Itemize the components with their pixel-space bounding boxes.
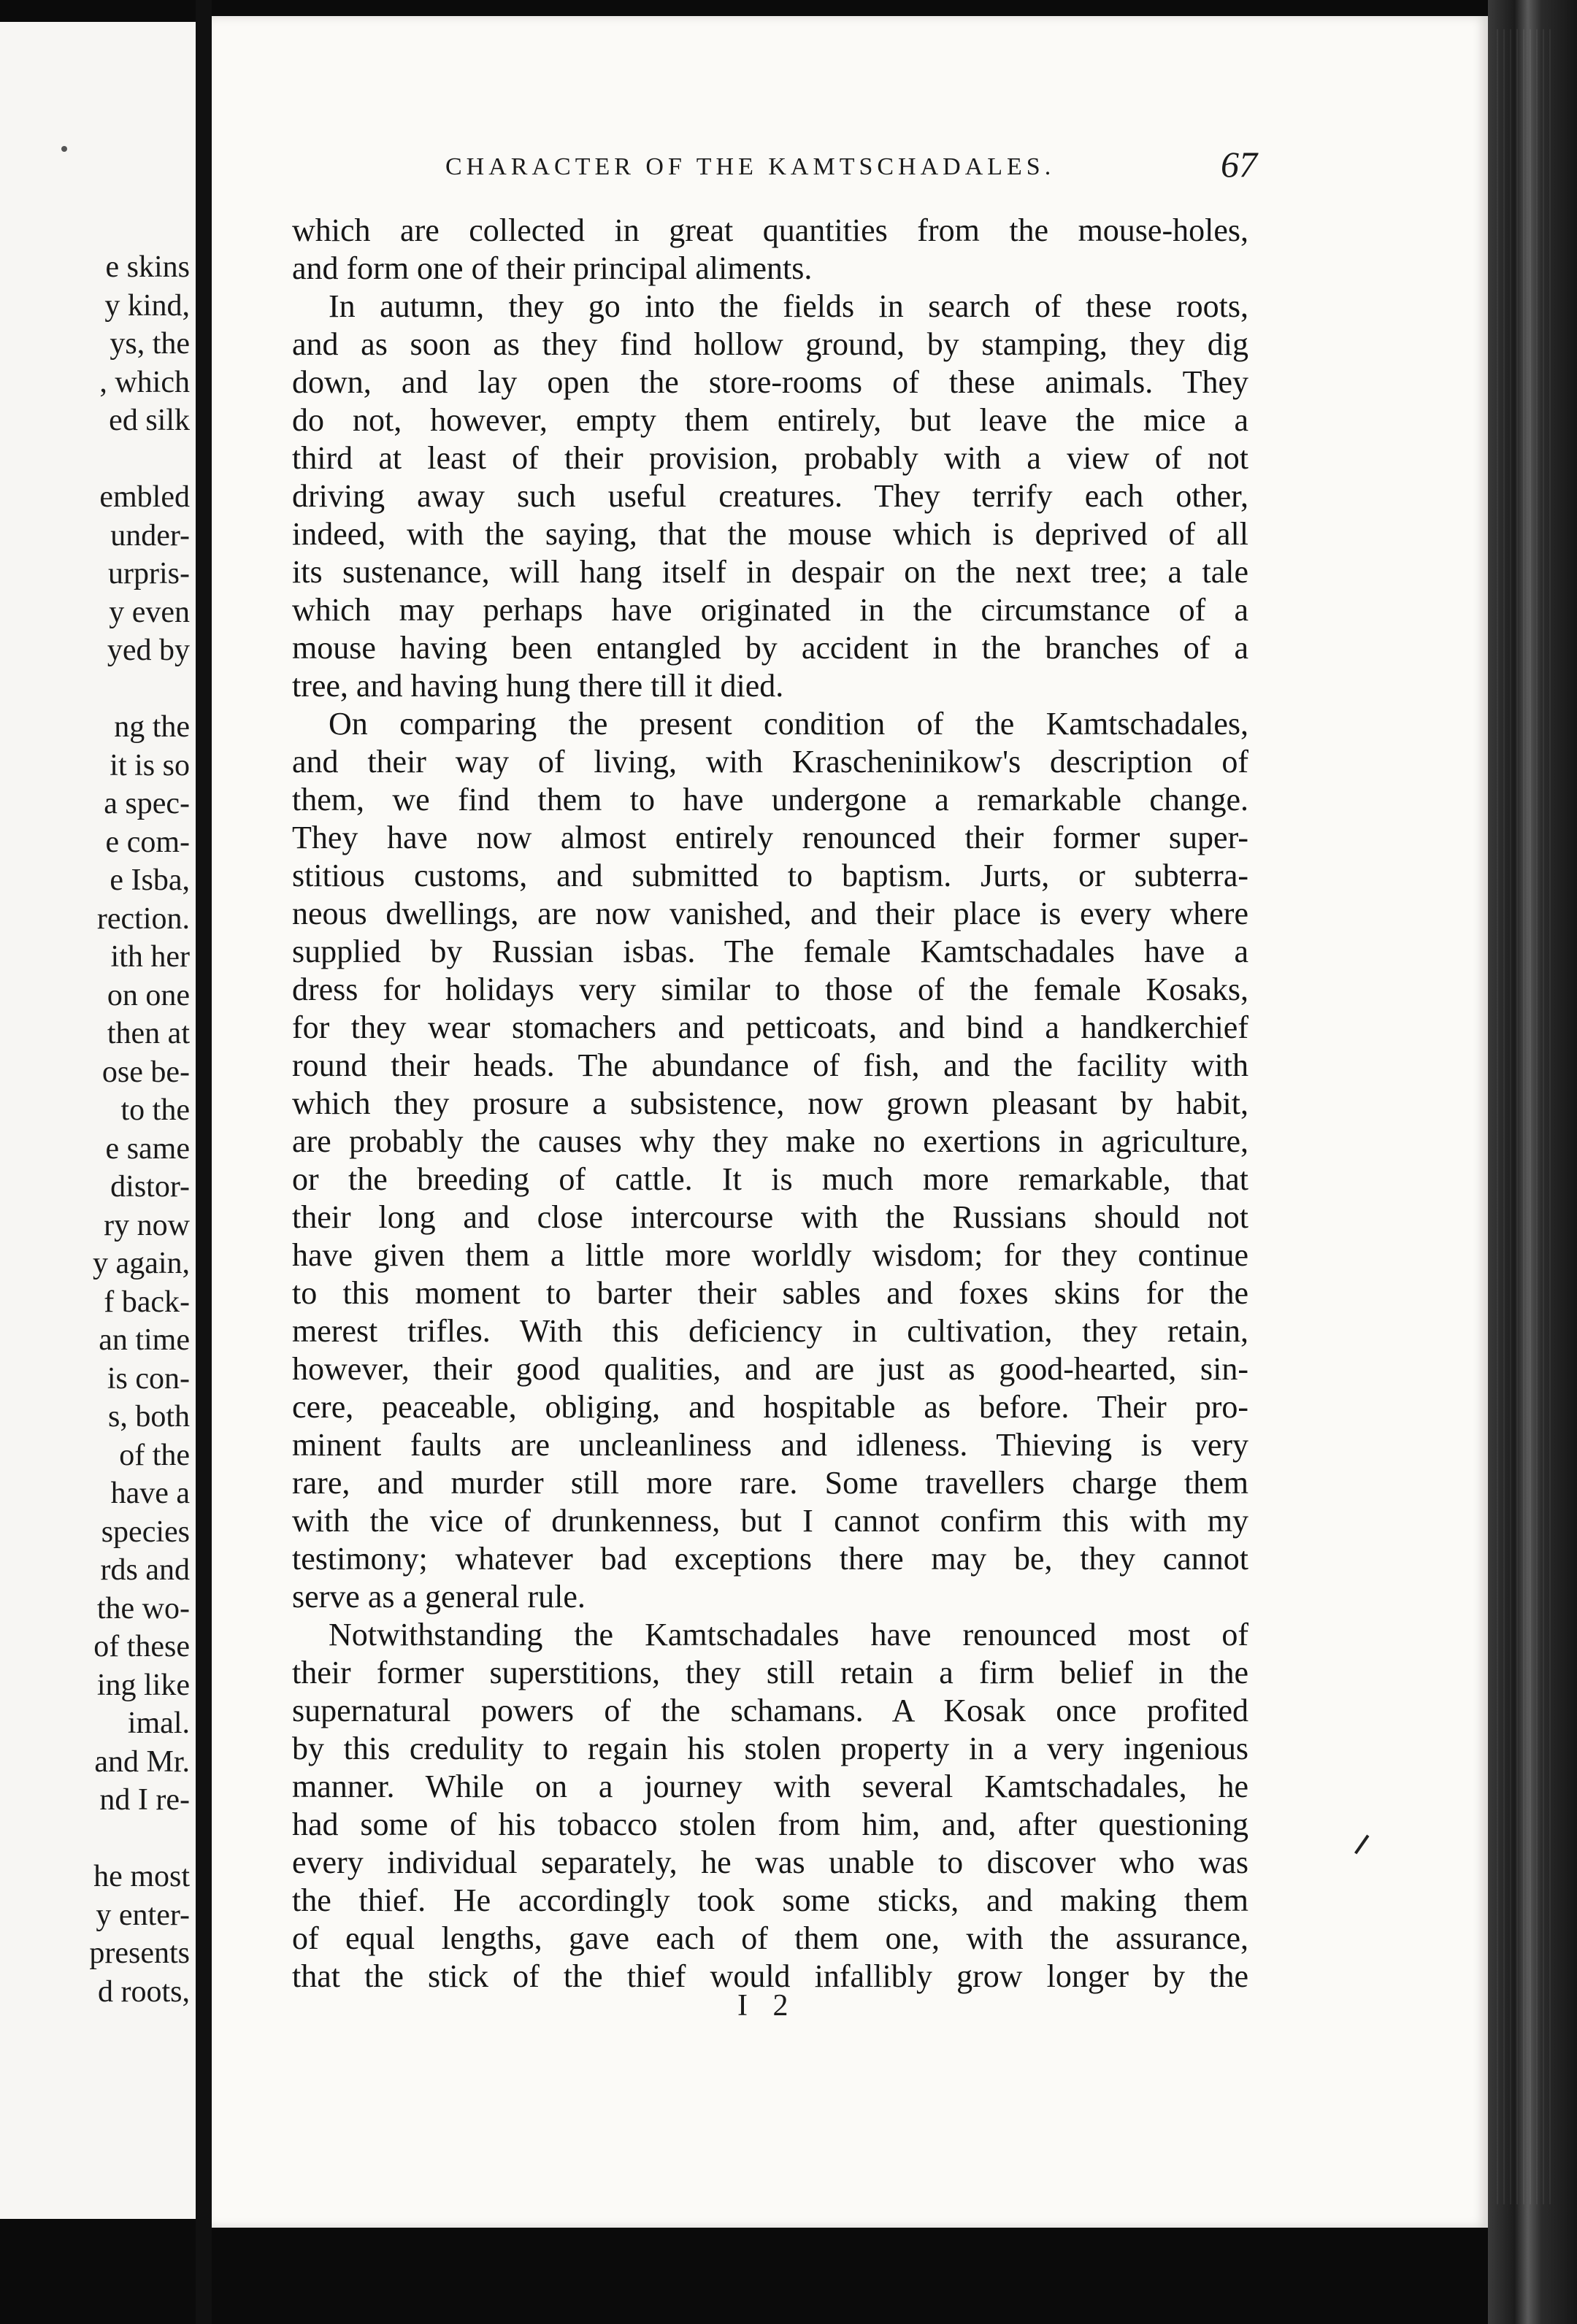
left-page-line-fragment: s, both: [107, 1400, 190, 1434]
left-page-line-fragment: and Mr.: [94, 1744, 190, 1779]
text-line: the thief. He accordingly took some sticks, and making them: [292, 1882, 1248, 1918]
text-line: and form one of their principal aliments.: [292, 250, 813, 286]
text-line: supernatural powers of the schamans. A Kosak once profited: [292, 1693, 1248, 1728]
text-line: have given them a little more worldly wisdom; for they continue: [292, 1237, 1248, 1273]
left-page-line-fragment: an time: [99, 1323, 190, 1357]
text-line: or the breeding of cattle. It is much more remarkable, that: [292, 1161, 1248, 1197]
text-line: third at least of their provision, probably with a view of not: [292, 440, 1248, 476]
left-page-line-fragment: rection.: [96, 901, 190, 936]
text-line: down, and lay open the store-rooms of these animals. They: [292, 364, 1248, 400]
text-line: minent faults are uncleanliness and idleness. Thieving is very: [292, 1427, 1248, 1463]
text-line: neous dwellings, are now vanished, and their place is every where: [292, 896, 1248, 931]
text-line: round their heads. The abundance of fish, and the facility with: [292, 1047, 1248, 1083]
left-page-line-fragment: nd I re-: [99, 1783, 190, 1817]
text-line: stitious customs, and submitted to baptism. Jurts, or subterra-: [292, 858, 1248, 893]
body-text: [292, 212, 1248, 1996]
left-page-line-fragment: have a: [110, 1477, 190, 1510]
text-line: which they prosure a subsistence, now grown pleasant by habit,: [292, 1085, 1248, 1121]
signature-mark: I 2: [737, 1989, 797, 2023]
left-page-line-fragment: a spec-: [104, 787, 190, 820]
text-line: They have now almost entirely renounced their former super-: [292, 820, 1248, 855]
text-line: rare, and murder still more rare. Some travellers charge them: [292, 1465, 1248, 1501]
left-page-line-fragment: urpris-: [108, 557, 190, 590]
left-page-line-fragment: is con-: [107, 1361, 190, 1396]
text-line: their former superstitions, they still retain a firm belief in the: [292, 1655, 1248, 1690]
text-line: every individual separately, he was unable to discover who was: [292, 1844, 1248, 1880]
text-line: its sustenance, will hang itself in despair on the next tree; a tale: [292, 554, 1248, 590]
text-line: had some of his tobacco stolen from him, and, after questioning: [292, 1807, 1248, 1842]
text-line: are probably the causes why they make no exertions in agriculture,: [292, 1123, 1248, 1159]
left-page-line-fragment: y enter-: [96, 1898, 190, 1932]
left-page-line-fragment: y again,: [93, 1247, 190, 1280]
text-line: merest trifles. With this deficiency in cultivation, they retain,: [292, 1313, 1248, 1349]
text-line: On comparing the present condition of the Kamtschadales,: [329, 706, 1248, 742]
text-line: manner. While on a journey with several Kamtschadales, he: [292, 1769, 1248, 1804]
text-line: serve as a general rule.: [292, 1579, 586, 1615]
left-page-line-fragment: f back-: [104, 1285, 190, 1319]
left-page-line-fragment: on one: [107, 978, 190, 1012]
left-page-line-fragment: under-: [110, 518, 190, 553]
text-line: which may perhaps have originated in the circumstance of a: [292, 592, 1248, 628]
text-line: tree, and having hung there till it died.: [292, 668, 784, 704]
left-page-line-fragment: presents: [89, 1936, 190, 1970]
text-line: with the vice of drunkenness, but I cannot confirm this with my: [292, 1503, 1248, 1539]
text-line: do not, however, empty them entirely, but leave the mice a: [292, 402, 1248, 438]
left-page-line-fragment: ng the: [114, 710, 190, 744]
ink-speck: [61, 146, 67, 152]
running-header: CHARACTER OF THE KAMTSCHADALES.: [445, 153, 1056, 180]
left-page-line-fragment: of these: [93, 1630, 190, 1663]
text-line: which are collected in great quantities from the mouse-holes,: [292, 212, 1248, 248]
left-page-line-fragment: ed silk: [109, 404, 190, 437]
left-page-line-fragment: ing like: [96, 1668, 190, 1702]
left-page-line-fragment: e skins: [105, 250, 190, 284]
left-page-line-fragment: ry now: [104, 1208, 190, 1242]
left-page-line-fragment: it is so: [110, 748, 190, 782]
text-line: and as soon as they find hollow ground, by stamping, they dig: [292, 326, 1248, 362]
text-line: supplied by Russian isbas. The female Kamtschadales have a: [292, 934, 1248, 969]
left-page-line-fragment: e com-: [105, 825, 190, 859]
left-page-line-fragment: e Isba,: [110, 863, 190, 897]
text-line: cere, peaceable, obliging, and hospitable as before. Their pro-: [292, 1389, 1248, 1425]
left-page-line-fragment: distor-: [110, 1170, 190, 1204]
text-line: by this credulity to regain his stolen property in a very ingenious: [292, 1731, 1248, 1766]
text-line: mouse having been entangled by accident in the branches of a: [292, 630, 1248, 666]
left-page-line-fragment: rds and: [100, 1553, 190, 1587]
text-line: and their way of living, with Krascheninikow's description of: [292, 744, 1248, 780]
text-line: testimony; whatever bad exceptions there may be, they cannot: [292, 1541, 1248, 1577]
left-page-line-fragment: to the: [120, 1093, 190, 1127]
text-line: them, we find them to have undergone a remarkable change.: [292, 782, 1248, 817]
left-facing-page: [0, 22, 197, 2219]
left-page-line-fragment: embled: [99, 480, 190, 514]
left-page-line-fragment: ith her: [110, 940, 190, 974]
left-page-line-fragment: imal.: [127, 1707, 190, 1740]
text-line: to this moment to barter their sables and foxes skins for the: [292, 1275, 1248, 1311]
left-page-line-fragment: the wo-: [96, 1591, 190, 1625]
text-line: however, their good qualities, and are just as good-hearted, sin-: [292, 1351, 1248, 1387]
left-page-line-fragment: ose be-: [101, 1055, 190, 1089]
text-line: In autumn, they go into the fields in search of these roots,: [329, 288, 1248, 324]
text-line: dress for holidays very similar to those of the female Kosaks,: [292, 971, 1248, 1007]
text-line: indeed, with the saying, that the mouse which is deprived of all: [292, 516, 1248, 552]
left-page-line-fragment: he most: [93, 1860, 190, 1893]
left-page-line-fragment: yed by: [107, 634, 190, 667]
text-line: their long and close intercourse with the Russians should not: [292, 1199, 1248, 1235]
left-page-line-fragment: y kind,: [104, 288, 190, 323]
left-page-line-fragment: d roots,: [98, 1974, 190, 2009]
page-number: 67: [1221, 144, 1257, 185]
left-page-line-fragment: species: [101, 1515, 190, 1549]
book-gutter: [196, 0, 212, 2324]
text-line: that the stick of the thief would infallibly grow longer by the: [292, 1958, 1248, 1994]
text-line: Notwithstanding the Kamtschadales have renounced most of: [329, 1617, 1248, 1652]
left-page-line-fragment: y even: [109, 595, 190, 629]
text-line: of equal lengths, gave each of them one, with the assurance,: [292, 1920, 1248, 1956]
left-page-line-fragment: e same: [105, 1131, 190, 1166]
left-page-line-fragment: ys, the: [110, 327, 190, 361]
text-line: for they wear stomachers and petticoats, and bind a handkerchief: [292, 1009, 1248, 1045]
page-edge-texture: [1497, 29, 1555, 2204]
left-page-line-fragment: of the: [119, 1438, 190, 1472]
left-page-line-fragment: , which: [99, 365, 190, 399]
text-line: driving away such useful creatures. They terrify each other,: [292, 478, 1248, 514]
left-page-line-fragment: then at: [107, 1017, 190, 1050]
